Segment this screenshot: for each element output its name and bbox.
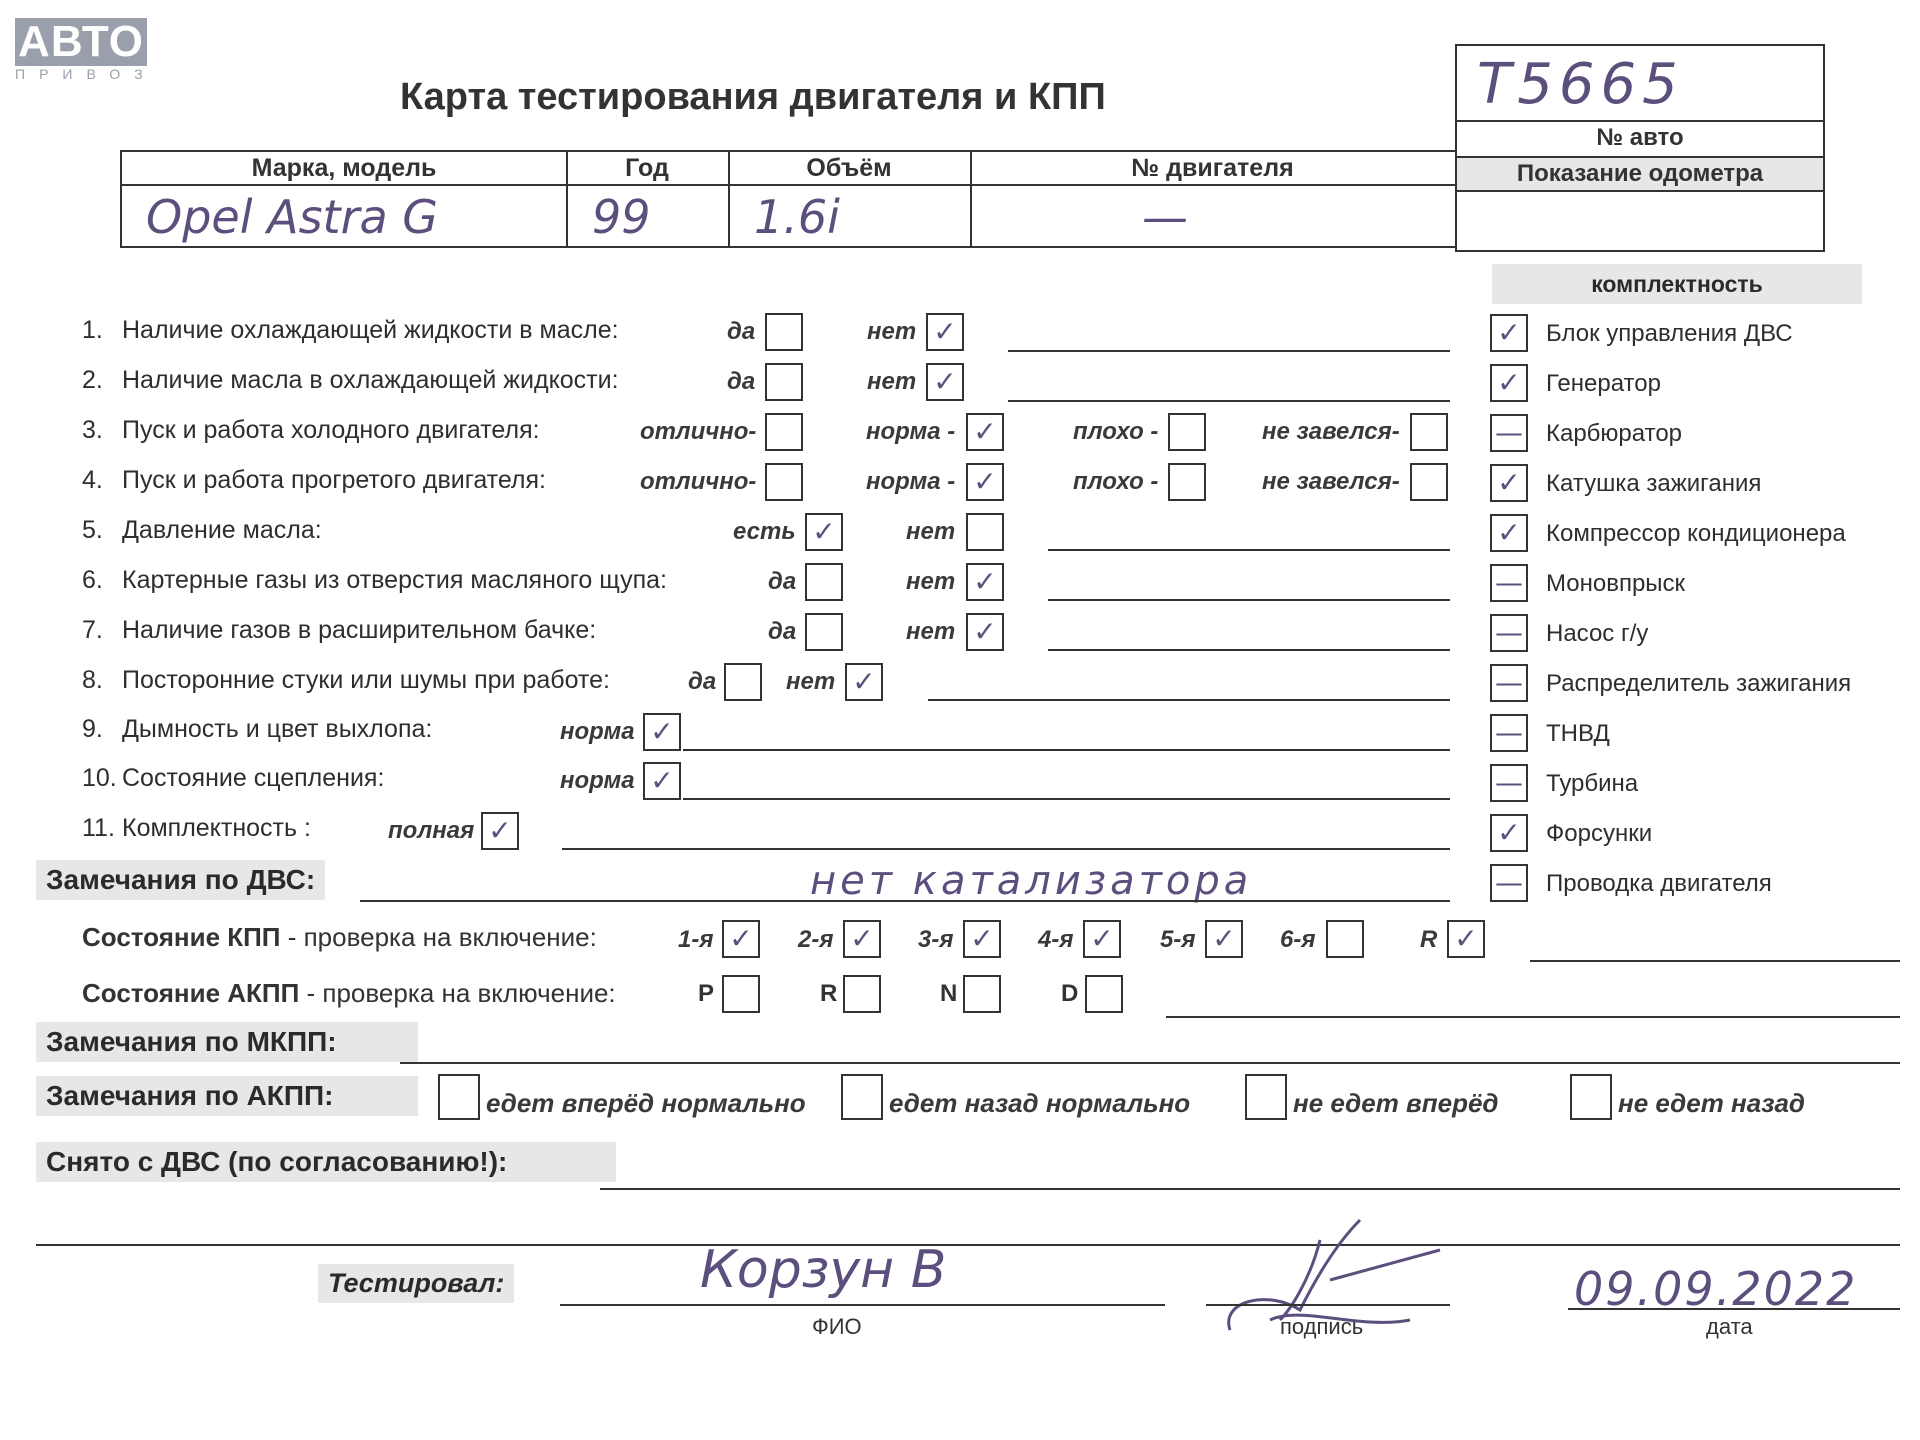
header-make-model: Марка, модель (251, 154, 437, 182)
komplekt-label: Генератор (1546, 370, 1661, 397)
check-row-5 (82, 516, 322, 545)
option-label: норма (560, 767, 635, 794)
gear-label: 6-я (1280, 926, 1316, 953)
option-label: плохо - (1073, 418, 1159, 445)
komplekt-label: Блок управления ДВС (1546, 320, 1793, 347)
checkbox[interactable]: ✓ (481, 812, 519, 850)
option-label: норма - (866, 468, 956, 495)
check-num: 5. (82, 516, 103, 544)
gear-label: 2-я (798, 926, 834, 953)
checkbox[interactable]: ✓ (1490, 514, 1528, 552)
akpp-remarks-label: Замечания по АКПП: (36, 1076, 418, 1116)
gear-label: 5-я (1160, 926, 1196, 953)
checkbox[interactable]: ✓ (966, 463, 1004, 501)
option-label: полная (388, 817, 475, 844)
odometer-label: Показание одометра (1516, 160, 1764, 187)
check-label: Давление масла: (122, 516, 322, 544)
mkpp-remarks-line[interactable] (400, 1062, 1900, 1064)
check-num: 7. (82, 616, 103, 644)
checkbox[interactable] (966, 513, 1004, 551)
checkbox[interactable] (1410, 413, 1448, 451)
check-row-11 (82, 814, 311, 843)
akpp-remark-checkbox[interactable] (438, 1074, 480, 1120)
check-num: 4. (82, 466, 103, 494)
komplekt-label: ТНВД (1546, 720, 1610, 747)
removed-label: Снято с ДВС (по согласованию!): (36, 1142, 616, 1182)
check-num: 3. (82, 416, 103, 444)
gear-label: R (1420, 926, 1438, 953)
check-num: 6. (82, 566, 103, 594)
komplekt-label: Распределитель зажигания (1546, 670, 1852, 697)
komplekt-label: Насос г/у (1546, 620, 1649, 647)
checkbox[interactable] (765, 363, 803, 401)
gear-checkbox[interactable] (1326, 920, 1364, 958)
checkbox[interactable]: ✓ (1490, 364, 1528, 402)
kpp-label-bold: Состояние КПП (82, 922, 281, 952)
checkbox[interactable]: ✓ (966, 563, 1004, 601)
akpp-label-rest: - проверка на включение: (299, 978, 616, 1008)
check-row-2 (82, 366, 619, 395)
option-label: нет (867, 318, 917, 345)
checkbox[interactable]: — (1490, 564, 1528, 602)
checkbox[interactable]: ✓ (1490, 814, 1528, 852)
check-label: Комплектность : (122, 814, 311, 842)
note-line[interactable] (562, 848, 1450, 850)
tested-by-label: Тестировал: (318, 1264, 514, 1303)
dvs-remarks-value[interactable]: нет катализатора (810, 858, 1253, 904)
option-label: есть (733, 518, 796, 545)
fio-line[interactable] (560, 1304, 1165, 1306)
option-label: нет (786, 668, 836, 695)
date-line[interactable] (1568, 1308, 1900, 1310)
option-label: да (727, 318, 756, 345)
checkbox[interactable] (805, 613, 843, 651)
header-year: Год (625, 154, 669, 182)
checkbox[interactable]: — (1490, 664, 1528, 702)
check-label: Пуск и работа холодного двигателя: (122, 416, 540, 444)
note-line[interactable] (1048, 599, 1450, 601)
option-label: не завелся- (1262, 418, 1400, 445)
option-label: отлично- (640, 418, 757, 445)
option-label: нет (867, 368, 917, 395)
checkbox[interactable] (765, 463, 803, 501)
option-label: нет (906, 618, 956, 645)
akpp-checkbox[interactable] (843, 975, 881, 1013)
note-line[interactable] (683, 749, 1450, 751)
akpp-note-line[interactable] (1166, 1016, 1900, 1018)
komplekt-label: Проводка двигателя (1546, 870, 1772, 897)
akpp-remark-option: не едет назад (1618, 1088, 1806, 1118)
car-number-block (1455, 44, 1825, 252)
checkbox[interactable]: ✓ (1490, 464, 1528, 502)
check-num: 2. (82, 366, 103, 394)
option-label: норма - (866, 418, 956, 445)
akpp-remark-checkbox[interactable] (1245, 1074, 1287, 1120)
check-row-8 (82, 666, 610, 695)
option-label: да (768, 568, 797, 595)
option-label: отлично- (640, 468, 757, 495)
option-label: не завелся- (1262, 468, 1400, 495)
gear-label: 3-я (918, 926, 954, 953)
header-volume: Объём (806, 154, 892, 182)
checkbox[interactable] (765, 413, 803, 451)
akpp-checkbox[interactable] (963, 975, 1001, 1013)
logo: АВТО (15, 18, 147, 66)
fio-label: ФИО (812, 1314, 862, 1339)
value-year[interactable]: 99 (592, 190, 651, 244)
kpp-label (82, 922, 597, 953)
gear-checkbox[interactable]: ✓ (1205, 920, 1243, 958)
date-value[interactable]: 09.09.2022 (1574, 1262, 1858, 1316)
vehicle-table (120, 150, 1457, 248)
gear-checkbox[interactable]: ✓ (1447, 920, 1485, 958)
logo-subtitle: ПРИВОЗ (15, 66, 157, 82)
akpp-remark-checkbox[interactable] (1570, 1074, 1612, 1120)
option-label: нет (906, 518, 956, 545)
checkbox[interactable]: ✓ (926, 313, 964, 351)
akpp-position-label: R (820, 980, 838, 1007)
note-line[interactable] (683, 798, 1450, 800)
akpp-position-label: N (940, 980, 958, 1007)
check-label: Посторонние стуки или шумы при работе: (122, 666, 610, 694)
check-label: Дымность и цвет выхлопа: (122, 715, 433, 743)
fio-value[interactable]: Корзун В (700, 1240, 947, 1300)
gear-checkbox[interactable]: ✓ (1083, 920, 1121, 958)
akpp-label (82, 978, 616, 1009)
komplekt-label: Турбина (1546, 770, 1639, 797)
check-row-4 (82, 466, 546, 495)
note-line[interactable] (928, 699, 1450, 701)
removed-line-2[interactable] (36, 1244, 1900, 1246)
akpp-checkbox[interactable] (1085, 975, 1123, 1013)
signature-line[interactable] (1206, 1304, 1450, 1306)
date-label: дата (1706, 1314, 1753, 1339)
checkbox[interactable]: ✓ (845, 663, 883, 701)
akpp-label-bold: Состояние АКПП (82, 978, 300, 1008)
komplekt-label: Катушка зажигания (1546, 470, 1762, 497)
value-engine-number[interactable]: — (1142, 190, 1188, 244)
check-row-9 (82, 715, 432, 744)
value-volume[interactable]: 1.6i (754, 190, 840, 244)
page-title: Карта тестирования двигателя и КПП (400, 76, 1106, 118)
signature-label: подпись (1280, 1314, 1364, 1339)
gear-checkbox[interactable]: ✓ (722, 920, 760, 958)
checkbox[interactable]: ✓ (643, 762, 681, 800)
check-label: Наличие масла в охлаждающей жидкости: (122, 366, 619, 394)
check-row-1 (82, 316, 619, 345)
checkbox[interactable]: — (1490, 714, 1528, 752)
check-row-6 (82, 566, 667, 595)
check-num: 1. (82, 316, 103, 344)
checkbox[interactable]: — (1490, 414, 1528, 452)
checkbox[interactable]: ✓ (1490, 314, 1528, 352)
option-label: нет (906, 568, 956, 595)
akpp-checkbox[interactable] (722, 975, 760, 1013)
komplekt-title: комплектность (1492, 264, 1862, 304)
option-label: плохо - (1073, 468, 1159, 495)
note-line[interactable] (1008, 400, 1450, 402)
checkbox[interactable] (805, 563, 843, 601)
checkbox[interactable] (1168, 413, 1206, 451)
gear-checkbox[interactable]: ✓ (963, 920, 1001, 958)
gear-label: 1-я (678, 926, 714, 953)
komplekt-label: Моновпрыск (1546, 570, 1686, 597)
gear-checkbox[interactable]: ✓ (843, 920, 881, 958)
checkbox[interactable]: ✓ (966, 613, 1004, 651)
kpp-note-line[interactable] (1530, 960, 1900, 962)
check-label: Наличие охлаждающей жидкости в масле: (122, 316, 619, 344)
checkbox[interactable]: ✓ (966, 413, 1004, 451)
option-label: норма (560, 718, 635, 745)
komplekt-label: Карбюратор (1546, 420, 1683, 447)
mkpp-remarks-label: Замечания по МКПП: (36, 1022, 418, 1062)
car-number-label: № авто (1596, 124, 1684, 151)
gear-label: 4-я (1038, 926, 1074, 953)
akpp-remark-option: едет вперёд нормально (486, 1088, 806, 1118)
checkbox[interactable] (1168, 463, 1206, 501)
check-row-7 (82, 616, 596, 645)
checkbox[interactable]: — (1490, 614, 1528, 652)
check-label: Наличие газов в расширительном бачке: (122, 616, 597, 644)
check-row-3 (82, 416, 540, 445)
check-row-10 (82, 764, 384, 793)
checkbox[interactable]: ✓ (926, 363, 964, 401)
note-line[interactable] (1008, 350, 1450, 352)
option-label: да (727, 368, 756, 395)
checkbox[interactable] (765, 313, 803, 351)
check-num: 8. (82, 666, 103, 694)
header-engine-number: № двигателя (1131, 154, 1294, 182)
dvs-remarks-line (360, 900, 1450, 902)
dvs-remarks-label: Замечания по ДВС: (36, 860, 325, 900)
akpp-position-label: P (698, 980, 715, 1007)
checkbox[interactable] (724, 663, 762, 701)
checkbox[interactable]: — (1490, 764, 1528, 802)
checkbox[interactable]: ✓ (643, 713, 681, 751)
removed-line[interactable] (600, 1188, 1900, 1190)
note-line[interactable] (1048, 549, 1450, 551)
odometer-value[interactable] (1457, 192, 1823, 250)
check-label: Пуск и работа прогретого двигателя: (122, 466, 546, 494)
check-num: 10. (82, 764, 117, 792)
check-label: Картерные газы из отверстия масляного щупа: (122, 566, 667, 594)
check-label: Состояние сцепления: (122, 764, 385, 792)
checkbox[interactable]: — (1490, 864, 1528, 902)
check-num: 9. (82, 715, 103, 743)
akpp-remark-checkbox[interactable] (841, 1074, 883, 1120)
akpp-remark-option: едет назад нормально (889, 1088, 1191, 1118)
akpp-remark-option: не едет вперёд (1293, 1088, 1499, 1118)
akpp-position-label: D (1061, 980, 1079, 1007)
checkbox[interactable] (1410, 463, 1448, 501)
komplekt-label: Форсунки (1546, 820, 1653, 847)
value-make-model[interactable]: Opel Astra G (146, 190, 438, 244)
checkbox[interactable]: ✓ (805, 513, 843, 551)
komplekt-label: Компрессор кондиционера (1546, 520, 1846, 547)
option-label: да (688, 668, 717, 695)
option-label: да (768, 618, 797, 645)
car-number-value: T5665 (1477, 52, 1684, 117)
note-line[interactable] (1048, 649, 1450, 651)
check-num: 11. (82, 814, 115, 842)
kpp-label-rest: - проверка на включение: (280, 922, 597, 952)
